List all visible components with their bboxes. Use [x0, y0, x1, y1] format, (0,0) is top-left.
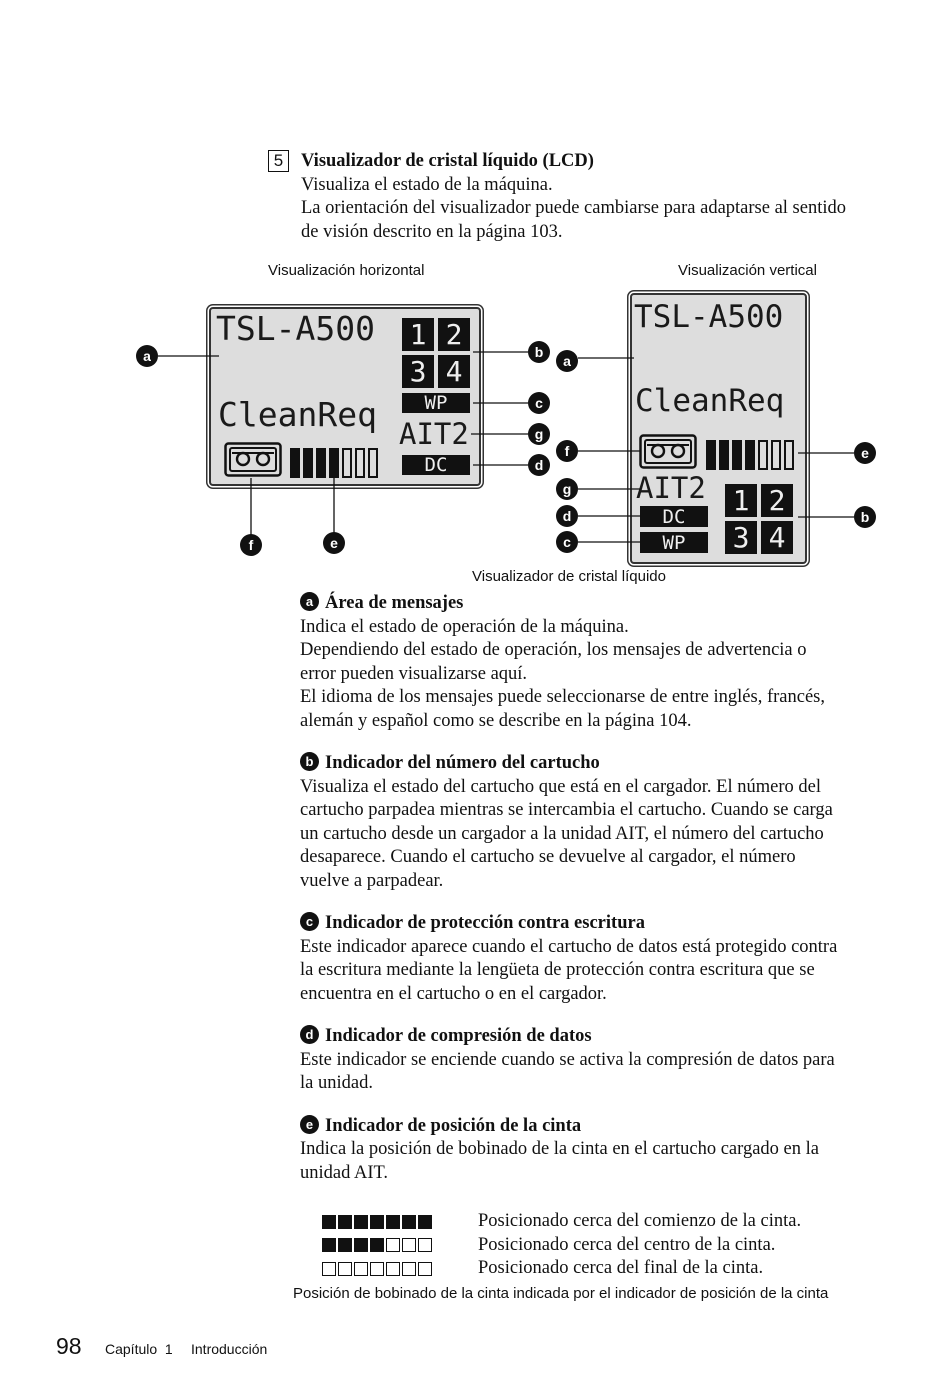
empty-square — [354, 1262, 368, 1276]
item-c — [300, 912, 910, 1006]
lcd-message-text: CleanReq — [635, 383, 785, 419]
filled-square — [338, 1215, 352, 1229]
filled-square — [338, 1238, 352, 1252]
cartridge-cell-3: 3 — [402, 355, 434, 388]
section-line: La orientación del visualizador puede cambiarse para adaptarse al sentido — [301, 198, 846, 218]
callout-a: a — [136, 345, 158, 367]
callout-b: b — [854, 506, 876, 528]
empty-square — [402, 1238, 416, 1252]
tape-position-squares — [322, 1215, 478, 1229]
tape-position-text: Posicionado cerca del centro de la cinta. — [478, 1234, 776, 1255]
item-title: Indicador de protección contra escritura — [325, 913, 645, 933]
footer-chapter: Capítulo 1 — [105, 1341, 173, 1357]
tape-position-row — [322, 1257, 882, 1281]
bullet-d: d — [300, 1025, 319, 1044]
callout-f: f — [556, 440, 578, 462]
item-b — [300, 752, 910, 893]
callout-e: e — [323, 532, 345, 554]
wp-indicator: WP — [640, 532, 708, 553]
page-number: 98 — [56, 1333, 82, 1359]
tape-position-squares — [322, 1262, 478, 1276]
label-horizontal: Visualización horizontal — [268, 262, 425, 279]
item-a — [300, 592, 910, 733]
empty-square — [322, 1262, 336, 1276]
item-line: cartucho parpadea mientras se intercambia el cartucho. Cuando se carga — [300, 800, 833, 820]
tape-position-row — [322, 1234, 882, 1258]
callout-b: b — [528, 341, 550, 363]
filled-square — [354, 1215, 368, 1229]
section-number: 5 — [268, 150, 289, 172]
item-line: El idioma de los mensajes puede seleccionarse de entre inglés, francés, — [300, 687, 825, 707]
label-vertical: Visualización vertical — [678, 262, 817, 279]
callout-d: d — [528, 454, 550, 476]
item-list — [300, 592, 910, 1185]
item-title: Indicador de compresión de datos — [325, 1026, 592, 1046]
callout-g: g — [528, 423, 550, 445]
empty-square — [386, 1238, 400, 1252]
empty-square — [370, 1262, 384, 1276]
filled-square — [386, 1215, 400, 1229]
item-line: la escritura mediante la lengüeta de protección contra escritura que se — [300, 960, 815, 980]
section-title: Visualizador de cristal líquido (LCD) — [301, 151, 594, 171]
item-line: unidad AIT. — [300, 1162, 389, 1183]
filled-square — [418, 1215, 432, 1229]
lcd-model-text: TSL-A500 — [634, 299, 784, 335]
dc-indicator: DC — [402, 455, 470, 475]
lcd-message-text: CleanReq — [218, 395, 377, 434]
item-line: un cartucho desde un cargador a la unidad AIT, el número del cartucho — [300, 823, 824, 844]
cartridge-cell-4: 4 — [438, 355, 470, 388]
callout-e: e — [854, 442, 876, 464]
callout-a: a — [556, 350, 578, 372]
footer-chapter-title: Introducción — [191, 1341, 268, 1357]
item-title: Área de mensajes — [325, 593, 464, 613]
item-e — [300, 1115, 910, 1186]
item-line: Este indicador se enciende cuando se activa la compresión de datos para — [300, 1049, 835, 1070]
callout-leader-lines — [0, 0, 950, 620]
item-line: Este indicador aparece cuando el cartucho de datos está protegido contra — [300, 936, 838, 957]
tape-position-row — [322, 1210, 882, 1234]
item-d — [300, 1025, 910, 1096]
item-line: encuentra en el cartucho o en el cargador. — [300, 983, 607, 1004]
item-line: Visualiza el estado del cartucho que está en el cargador. El número del — [300, 776, 821, 797]
item-line: Dependiendo del estado de operación, los mensajes de advertencia o — [300, 640, 807, 660]
cartridge-cell-2: 2 — [438, 318, 470, 351]
tape-position-text: Posicionado cerca del comienzo de la cinta. — [478, 1211, 802, 1231]
callout-c: c — [528, 392, 550, 414]
item-line: Indica el estado de operación de la máquina. — [300, 616, 629, 637]
drive-type-text: AIT2 — [636, 471, 706, 505]
empty-square — [418, 1262, 432, 1276]
cartridge-cell-2: 2 — [761, 484, 793, 517]
filled-square — [322, 1238, 336, 1252]
section-line: de visión descrito en la página 103. — [301, 221, 563, 242]
item-title: Indicador de posición de la cinta — [325, 1115, 582, 1136]
empty-square — [418, 1238, 432, 1252]
item-line: desaparece. Cuando el cartucho se devuelve al cargador, el número — [300, 847, 796, 867]
section-line: Visualiza el estado de la máquina. — [301, 174, 553, 195]
filled-square — [370, 1215, 384, 1229]
filled-square — [354, 1238, 368, 1252]
bullet-b: b — [300, 752, 319, 771]
drive-type-text: AIT2 — [399, 417, 469, 451]
item-line: vuelve a parpadear. — [300, 870, 444, 891]
callout-d: d — [556, 505, 578, 527]
tape-caption: Posición de bobinado de la cinta indicada por el indicador de posición de la cinta — [293, 1285, 829, 1302]
bullet-c: c — [300, 912, 319, 931]
bullet-e: e — [300, 1115, 319, 1134]
cartridge-cell-1: 1 — [725, 484, 757, 517]
filled-square — [402, 1215, 416, 1229]
item-line: Indica la posición de bobinado de la cinta en el cartucho cargado en la — [300, 1139, 819, 1159]
tape-position-text: Posicionado cerca del final de la cinta. — [478, 1258, 764, 1278]
item-line: la unidad. — [300, 1073, 373, 1093]
filled-square — [322, 1215, 336, 1229]
cartridge-cell-1: 1 — [402, 318, 434, 351]
tape-position-squares — [322, 1238, 478, 1252]
callout-g: g — [556, 478, 578, 500]
empty-square — [386, 1262, 400, 1276]
lcd-model-text: TSL-A500 — [216, 309, 375, 348]
filled-square — [370, 1238, 384, 1252]
callout-f: f — [240, 534, 262, 556]
item-title: Indicador del número del cartucho — [325, 753, 600, 773]
empty-square — [402, 1262, 416, 1276]
dc-indicator: DC — [640, 506, 708, 527]
cartridge-cell-3: 3 — [725, 521, 757, 554]
item-line: error pueden visualizarse aquí. — [300, 663, 528, 684]
empty-square — [338, 1262, 352, 1276]
cartridge-cell-4: 4 — [761, 521, 793, 554]
tape-position-legend — [322, 1210, 882, 1281]
wp-indicator: WP — [402, 393, 470, 413]
bullet-a: a — [300, 592, 319, 611]
item-line: alemán y español como se describe en la página 104. — [300, 710, 692, 731]
callout-c: c — [556, 531, 578, 553]
figure-caption: Visualizador de cristal líquido — [472, 568, 666, 585]
